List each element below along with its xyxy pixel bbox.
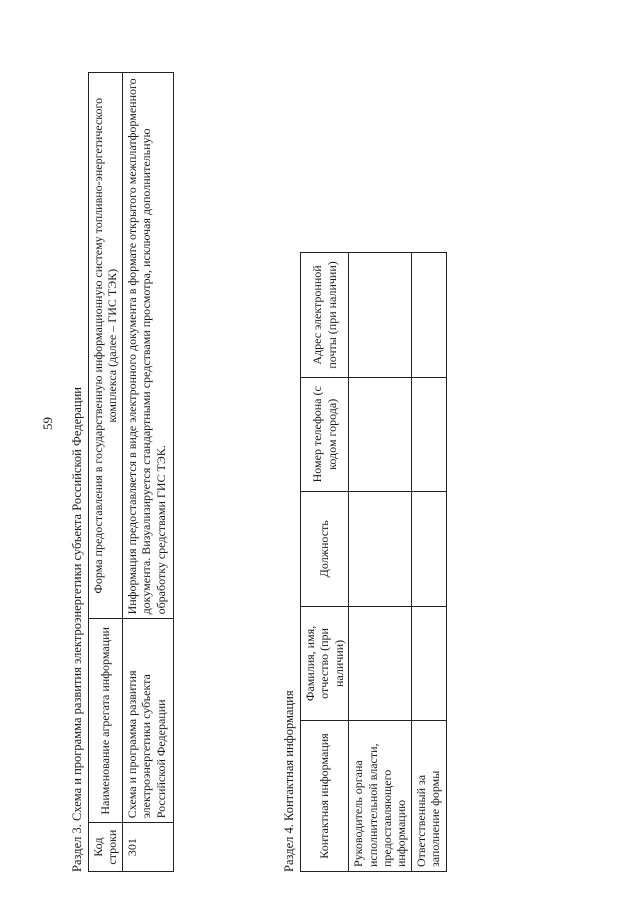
table-row (122, 73, 173, 872)
header-contact: Контактная информация (301, 721, 349, 872)
cell-position (411, 491, 446, 606)
cell-fio (411, 606, 446, 720)
table-header-row (301, 253, 349, 872)
document-content (70, 62, 443, 872)
header-code: Код строки (89, 823, 123, 872)
cell-email (349, 253, 412, 378)
row-label: Ответственный за заполнение формы (411, 721, 446, 872)
header-form: Форма предоставления в государственную информационную систему топливно-энергетического комплекса (далее – ГИС ТЭК) (89, 73, 123, 619)
cell-position (349, 491, 412, 606)
table-header-row (89, 73, 123, 872)
table-row (411, 253, 446, 872)
section-3-title: Раздел 3. Схема и программа развития электроэнергетики субъекта Российской Федерации (70, 387, 84, 872)
cell-fio (349, 606, 412, 720)
header-position: Должность (301, 491, 349, 606)
row-label: Руководитель органа исполнительной власти, предоставляющего информацию (349, 721, 412, 872)
header-fio: Фамилия, имя, отчество (при наличии) (301, 606, 349, 720)
section-4-title: Раздел 4. Контактная информация (282, 690, 296, 872)
section-4-table (300, 252, 447, 872)
page-number: 59 (40, 417, 55, 430)
header-phone: Номер телефона (с кодом города) (301, 377, 349, 491)
cell-form: Информация предоставляется в виде электронного документа в формате открытого межплатформенного документа. Визуализируется стандартными средствами просмотра, исключая дополнительную обработку средствами ГИС ТЭК. (122, 73, 173, 619)
header-name: Наименование агрегата информации (89, 619, 123, 823)
cell-name: Схема и программа развития электроэнергетики субъекта Российской Федерации (122, 619, 173, 823)
header-email: Адрес электронной почты (при наличии) (301, 253, 349, 378)
cell-phone (349, 377, 412, 491)
cell-code: 301 (122, 823, 173, 872)
cell-phone (411, 377, 446, 491)
cell-email (411, 253, 446, 378)
table-row (349, 253, 412, 872)
section-3-table (88, 72, 174, 872)
